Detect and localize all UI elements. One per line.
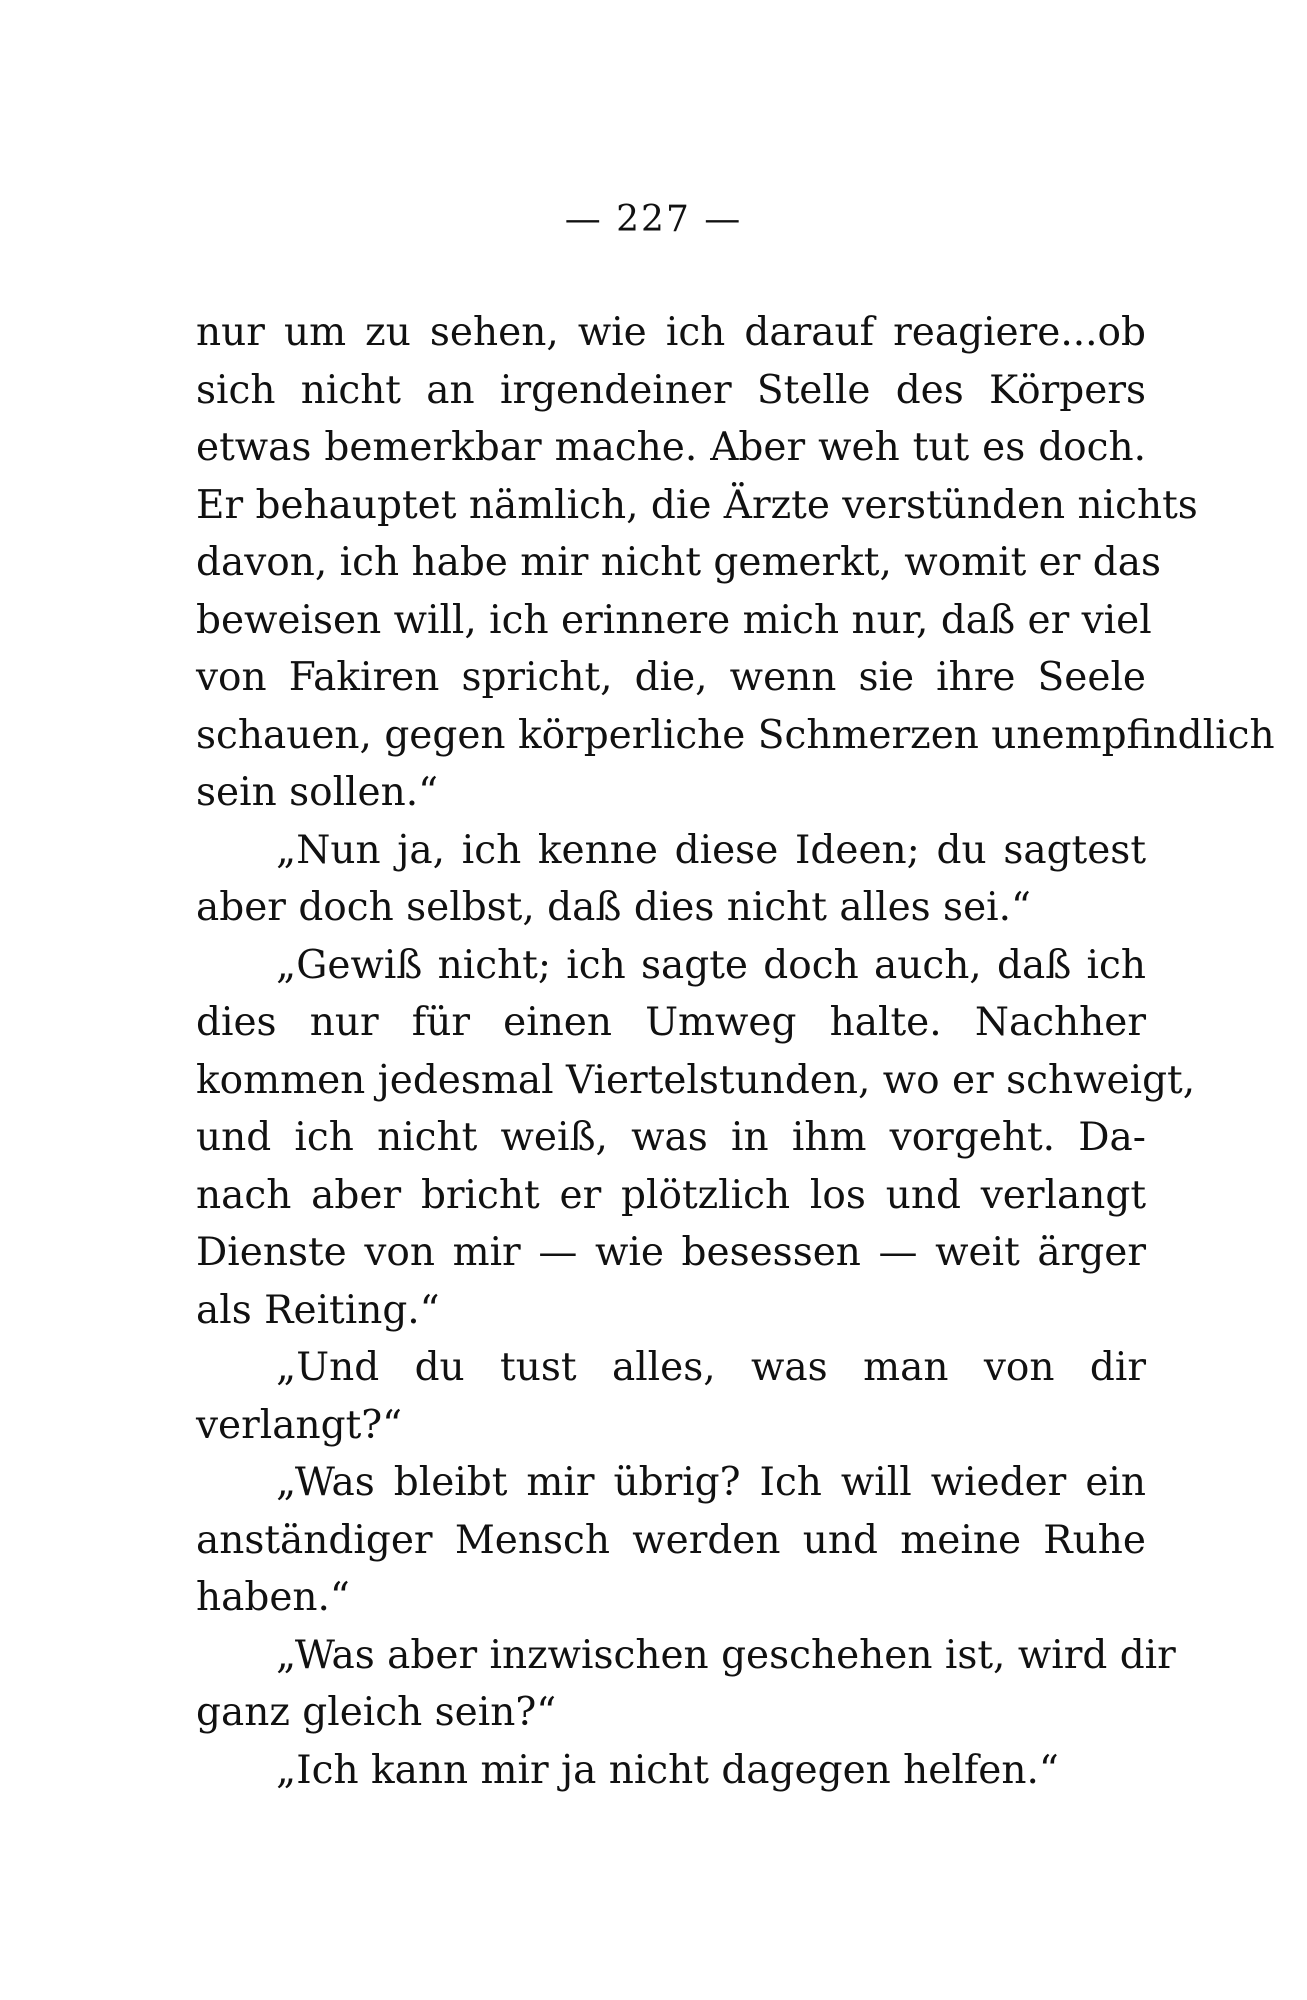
text-line: „Ich kann mir ja nicht dagegen helfen.“ — [276, 1747, 1059, 1793]
text-line: ganz gleich sein?“ — [196, 1690, 557, 1735]
text-line: sich nicht an irgendeiner Stelle des Körpers — [196, 367, 1146, 413]
text-line: „Was aber inzwischen geschehen ist, wird dir — [276, 1632, 1176, 1678]
text-line: nach aber bricht er plötzlich los und verlangt — [196, 1172, 1146, 1218]
text-line: etwas bemerkbar mache. Aber weh tut es doch. — [196, 425, 1146, 470]
text-line: haben.“ — [196, 1575, 350, 1620]
text-line: als Reiting.“ — [196, 1287, 440, 1333]
text-line: „Und du tust alles, was man von dir — [276, 1345, 1146, 1390]
page-number: — 227 — — [564, 199, 743, 240]
text-line: und ich nicht weiß, was in ihm vorgeht. Da- — [196, 1115, 1146, 1160]
text-line: Er behauptet nämlich, die Ärzte verstünden nichts — [196, 482, 1198, 528]
text-line: sein sollen.“ — [196, 770, 439, 815]
text-line: anständiger Mensch werden und meine Ruhe — [196, 1517, 1146, 1563]
text-line: nur um zu sehen, wie ich darauf reagiere...ob — [196, 310, 1146, 355]
text-line: davon, ich habe mir nicht gemerkt, womit er das — [196, 540, 1161, 585]
text-line: beweisen will, ich erinnere mich nur, daß er viel — [196, 597, 1152, 643]
text-line: „Nun ja, ich kenne diese Ideen; du sagtest — [276, 827, 1146, 873]
text-line: kommen jedesmal Viertelstunden, wo er schweigt, — [196, 1057, 1196, 1103]
text-line: Dienste von mir — wie besessen — weit ärger — [196, 1230, 1146, 1275]
text-line: von Fakiren spricht, die, wenn sie ihre Seele — [196, 655, 1146, 700]
text-line: „Gewiß nicht; ich sagte doch auch, daß ich — [276, 942, 1146, 988]
body-text — [196, 304, 1275, 1799]
text-line: verlangt?“ — [196, 1402, 403, 1448]
text-line: dies nur für einen Umweg halte. Nachher — [196, 1000, 1146, 1045]
text-line: „Was bleibt mir übrig? Ich will wieder ein — [276, 1460, 1146, 1505]
text-line: schauen, gegen körperliche Schmerzen unempfindlich — [196, 712, 1275, 758]
text-line: aber doch selbst, daß dies nicht alles sei.“ — [196, 885, 1031, 930]
